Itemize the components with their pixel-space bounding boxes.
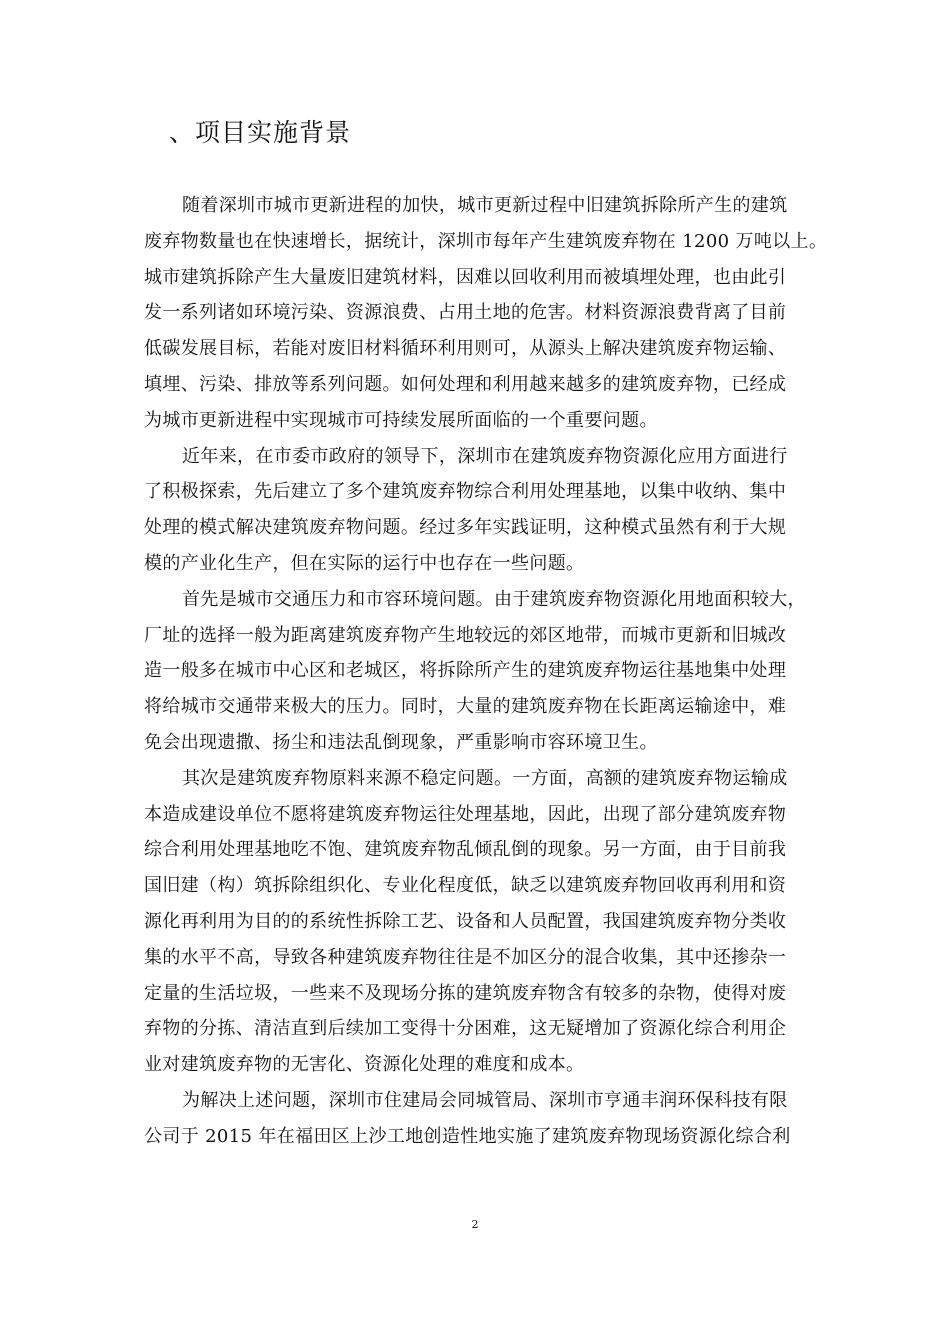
text-line: 公司于 2015 年在福田区上沙工地创造性地实施了建筑废弃物现场资源化综合利	[144, 1125, 791, 1147]
body-text	[144, 188, 828, 1155]
text-line: 为解决上述问题，深圳市住建局会同城管局、深圳市亨通丰润环保科技有限	[182, 1089, 788, 1111]
paragraph-2	[144, 439, 812, 582]
text-line: 模的产业化生产，但在实际的运行中也存在一些问题。	[144, 552, 585, 574]
text-line: 源化再利用为目的的系统性拆除工艺、设备和人员配置，我国建筑废弃物分类收	[144, 910, 787, 932]
page-number: 2	[471, 1218, 479, 1231]
text-line: 废弃物数量也在快速增长，据统计，深圳市每年产生建筑废弃物在 1200 万吨以上。	[144, 230, 828, 252]
text-line: 填埋、污染、排放等系列问题。如何处理和利用越来越多的建筑废弃物，已经成	[144, 373, 787, 395]
paragraph-4	[144, 761, 812, 1083]
text-line: 其次是建筑废弃物原料来源不稳定问题。一方面，高额的建筑废弃物运输成	[182, 767, 788, 789]
text-line: 国旧建（构）筑拆除组织化、专业化程度低，缺乏以建筑废弃物回收再利用和资	[144, 875, 787, 897]
section-heading: 、项目实施背景	[169, 118, 352, 147]
paragraph-1	[144, 188, 828, 439]
paragraph-5	[144, 1083, 812, 1155]
text-line: 综合利用处理基地吃不饱、建筑废弃物乱倾乱倒的现象。另一方面，由于目前我	[144, 839, 787, 861]
text-line: 集的水平不高，导致各种建筑废弃物往往是不加区分的混合收集，其中还掺杂一	[144, 946, 787, 968]
text-line: 厂址的选择一般为距离建筑废弃物产生地较远的郊区地带，而城市更新和旧城改	[144, 624, 787, 646]
paragraph-3	[144, 582, 812, 761]
text-line: 处理的模式解决建筑废弃物问题。经过多年实践证明，这种模式虽然有利于大规	[144, 517, 787, 539]
text-line: 低碳发展目标，若能对废旧材料循环利用则可，从源头上解决建筑废弃物运输、	[144, 338, 787, 360]
text-line: 发一系列诸如环境污染、资源浪费、占用土地的危害。材料资源浪费背离了目前	[144, 302, 787, 324]
text-line: 将给城市交通带来极大的压力。同时，大量的建筑废弃物在长距离运输途中，难	[144, 696, 787, 718]
text-line: 首先是城市交通压力和市容环境问题。由于建筑废弃物资源化用地面积较大，	[182, 588, 806, 610]
text-line: 造一般多在城市中心区和老城区，将拆除所产生的建筑废弃物运往基地集中处理	[144, 660, 787, 682]
text-line: 弃物的分拣、清洁直到后续加工变得十分困难，这无疑增加了资源化综合利用企	[144, 1018, 787, 1040]
text-line: 业对建筑废弃物的无害化、资源化处理的难度和成本。	[144, 1054, 585, 1076]
text-line: 随着深圳市城市更新进程的加快，城市更新过程中旧建筑拆除所产生的建筑	[182, 195, 788, 216]
text-line: 为城市更新进程中实现城市可持续发展所面临的一个重要问题。	[144, 409, 658, 431]
text-line: 城市建筑拆除产生大量废旧建筑材料，因难以回收利用而被填埋处理，也由此引	[144, 266, 787, 288]
text-line: 本造成建设单位不愿将建筑废弃物运往处理基地，因此，出现了部分建筑废弃物	[144, 803, 787, 825]
text-line: 近年来，在市委市政府的领导下，深圳市在建筑废弃物资源化应用方面进行	[182, 445, 788, 467]
text-line: 定量的生活垃圾，一些来不及现场分拣的建筑废弃物含有较多的杂物，使得对废	[144, 982, 787, 1004]
text-line: 了积极探索，先后建立了多个建筑废弃物综合利用处理基地，以集中收纳、集中	[144, 481, 787, 503]
text-line: 免会出现遗撒、扬尘和违法乱倒现象，严重影响市容环境卫生。	[144, 731, 658, 753]
